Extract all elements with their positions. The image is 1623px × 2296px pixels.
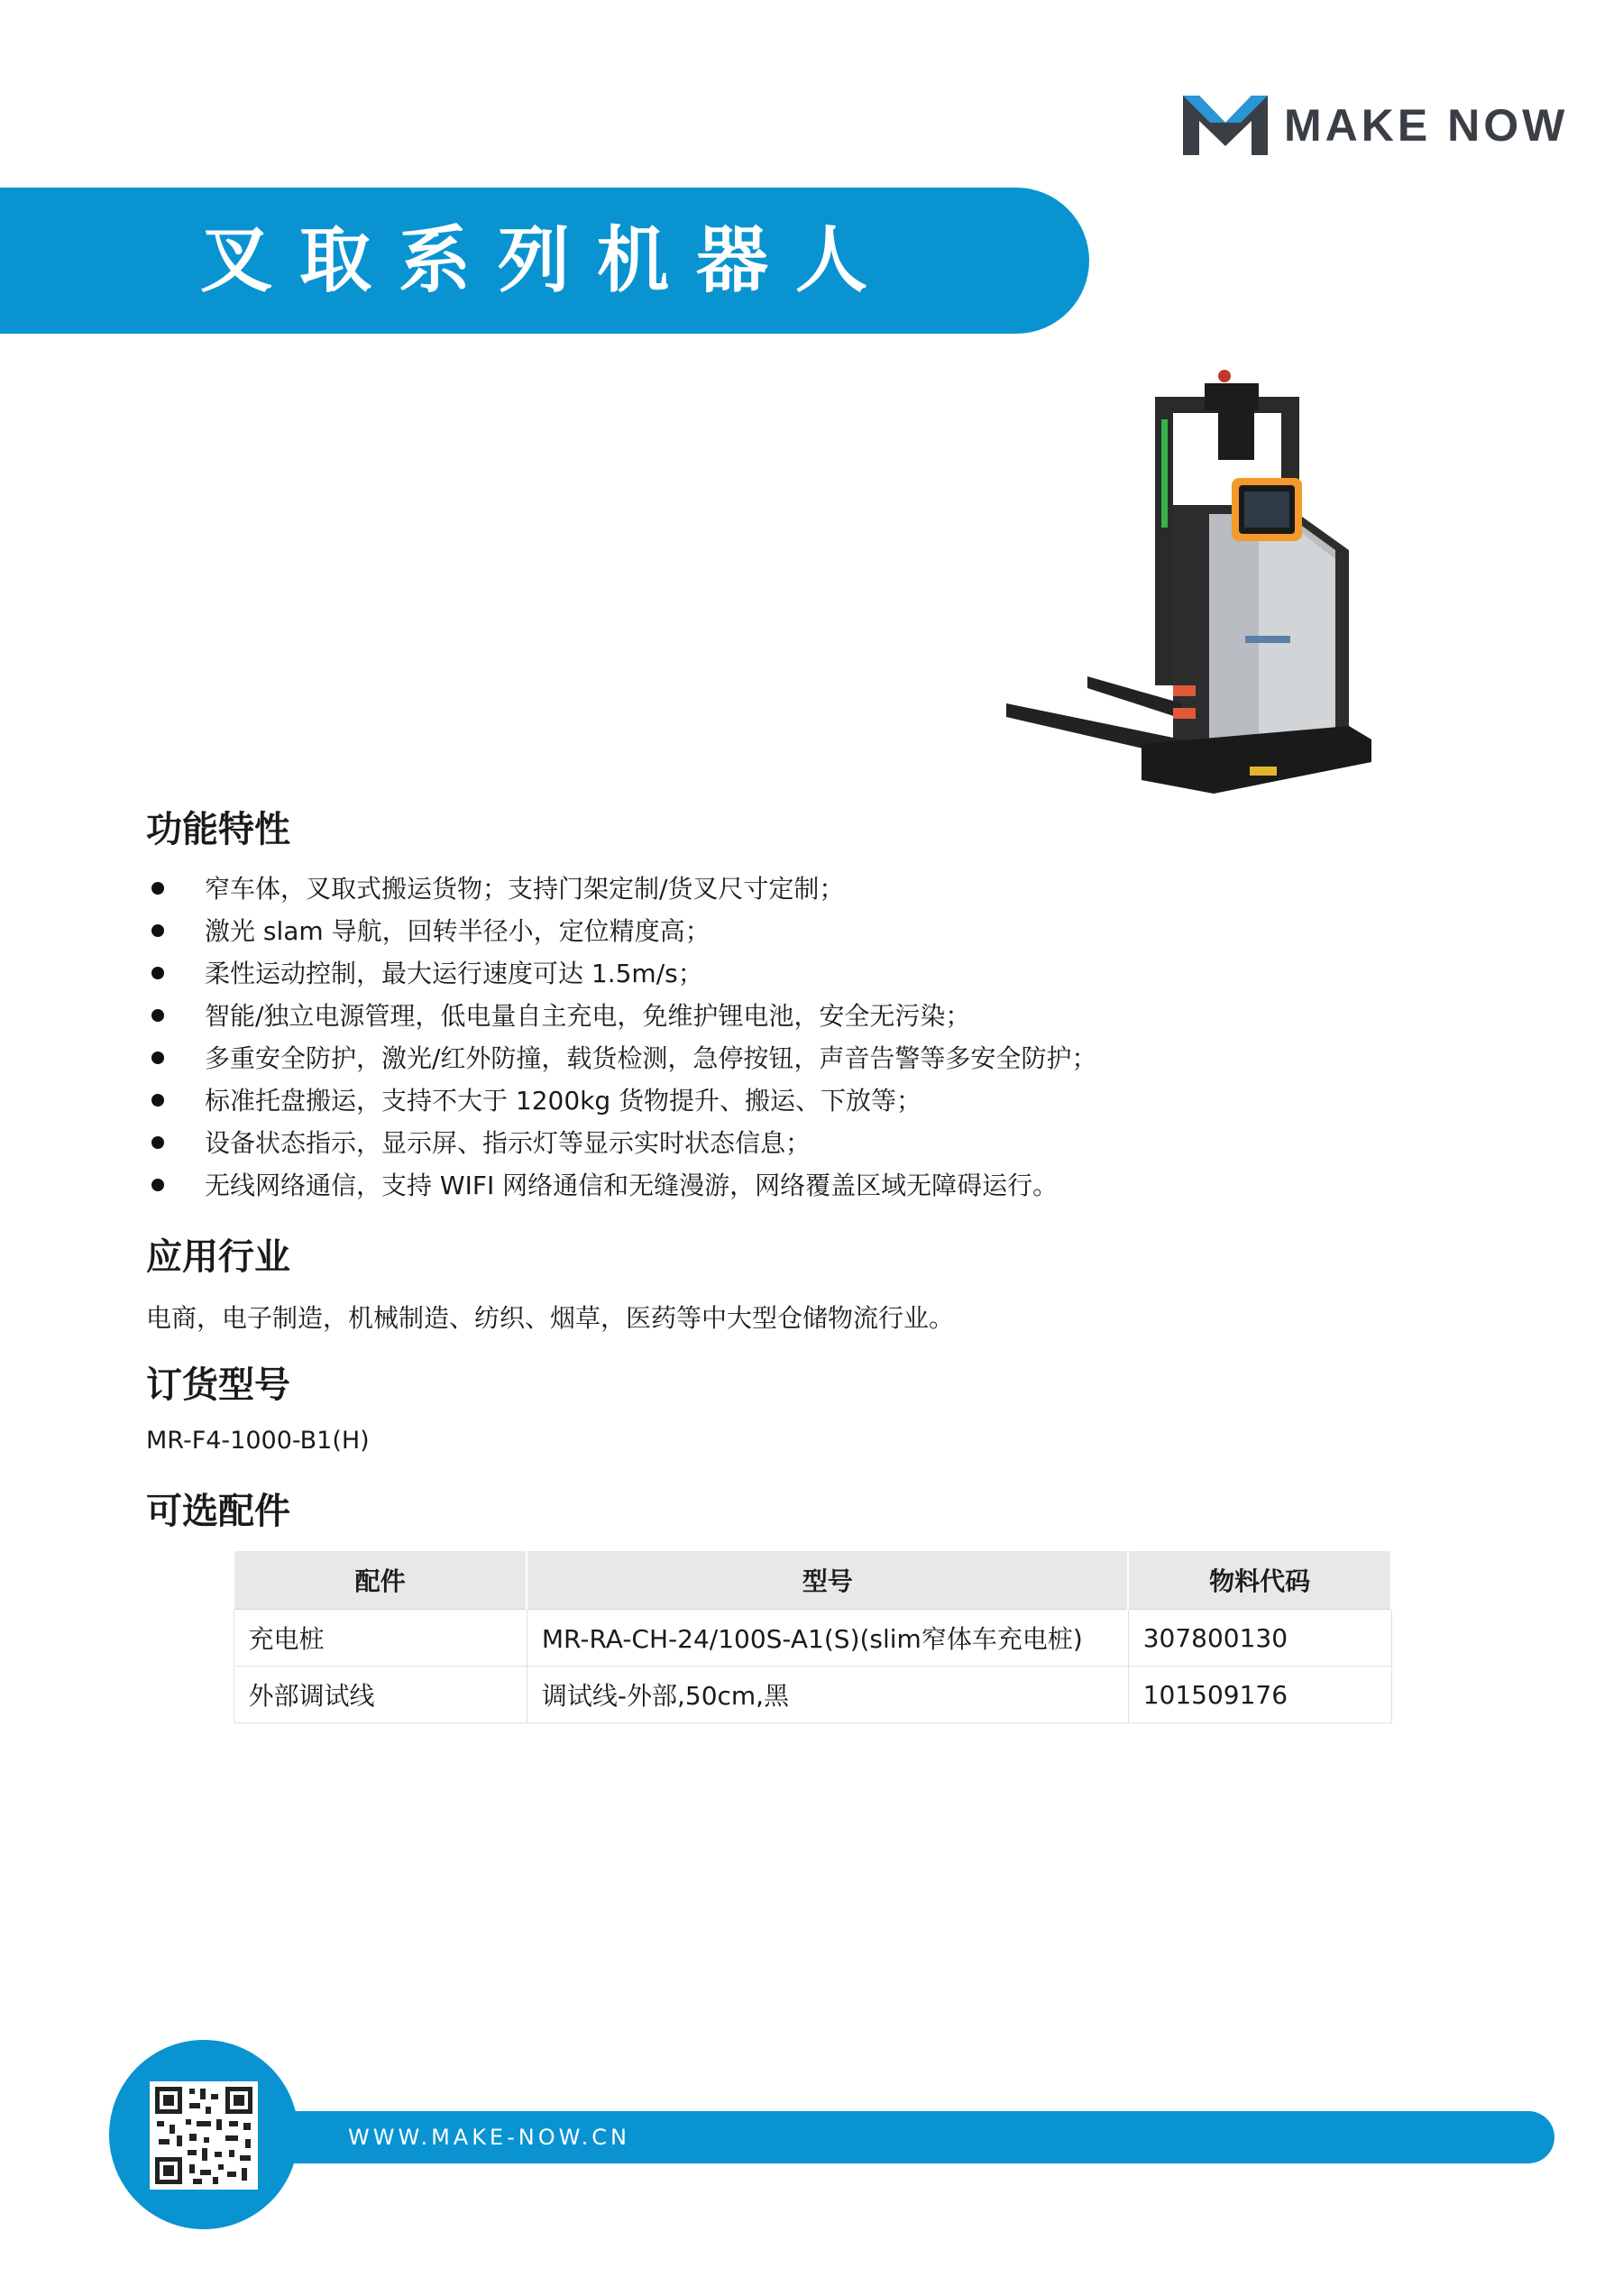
- feature-text: 设备状态指示，显示屏、指示灯等显示实时状态信息；: [205, 1128, 812, 1158]
- list-item: [146, 1164, 1318, 1207]
- table-cell: 充电桩: [234, 1610, 527, 1667]
- features-list: [146, 868, 1318, 1207]
- industry-text: 电商，电子制造，机械制造、纺织、烟草，医药等中大型仓储物流行业。: [146, 1303, 955, 1333]
- bullet-icon: [151, 1009, 164, 1022]
- table-header-row: [234, 1550, 1391, 1610]
- table-cell: 外部调试线: [234, 1667, 527, 1723]
- feature-text: 窄车体，叉取式搬运货物；支持门架定制/货叉尺寸定制；: [205, 874, 845, 904]
- bullet-icon: [151, 1052, 164, 1064]
- column-header: 配件: [234, 1550, 527, 1610]
- make-now-logo-icon: [1183, 96, 1268, 155]
- list-item: [146, 910, 1318, 952]
- list-item: [146, 868, 1318, 910]
- table-row: [234, 1610, 1391, 1667]
- brand-logo: [1183, 94, 1568, 157]
- feature-text: 无线网络通信，支持 WIFI 网络通信和无缝漫游，网络覆盖区域无障碍运行。: [205, 1171, 1059, 1200]
- industry-heading: 应用行业: [146, 1236, 290, 1278]
- table-cell: 101509176: [1128, 1667, 1391, 1723]
- bullet-icon: [151, 1179, 164, 1191]
- feature-text: 智能/独立电源管理，低电量自主充电，免维护锂电池，安全无污染；: [205, 1001, 971, 1031]
- footer-url-link[interactable]: WWW.MAKE-NOW.CN: [348, 2125, 630, 2150]
- feature-text: 激光 slam 导航，回转半径小，定位精度高；: [205, 916, 711, 946]
- features-heading: 功能特性: [146, 809, 290, 850]
- bullet-icon: [151, 1094, 164, 1107]
- bullet-icon: [151, 1136, 164, 1149]
- table-row: [234, 1667, 1391, 1723]
- table-cell: MR-RA-CH-24/100S-A1(S)(slim窄体车充电桩): [527, 1610, 1128, 1667]
- qr-code-icon: [150, 2081, 258, 2190]
- feature-text: 多重安全防护，激光/红外防撞，载货检测，急停按钮，声音告警等多安全防护；: [205, 1043, 1097, 1073]
- accessories-heading: 可选配件: [146, 1491, 290, 1532]
- accessories-table: [233, 1549, 1392, 1723]
- brand-name: MAKE NOW: [1284, 100, 1569, 151]
- order-model: MR-F4-1000-B1(H): [146, 1427, 370, 1455]
- column-header: 物料代码: [1128, 1550, 1391, 1610]
- feature-text: 标准托盘搬运，支持不大于 1200kg 货物提升、搬运、下放等；: [205, 1086, 922, 1116]
- order-heading: 订货型号: [146, 1364, 290, 1406]
- column-header: 型号: [527, 1550, 1128, 1610]
- list-item: [146, 1079, 1318, 1122]
- forklift-robot-image: [988, 356, 1547, 843]
- list-item: [146, 1122, 1318, 1164]
- list-item: [146, 952, 1318, 995]
- feature-text: 柔性运动控制，最大运行速度可达 1.5m/s；: [205, 959, 703, 988]
- table-cell: 307800130: [1128, 1610, 1391, 1667]
- title-banner: [0, 188, 1089, 334]
- list-item: [146, 995, 1318, 1037]
- bullet-icon: [151, 924, 164, 937]
- table-cell: 调试线-外部,50cm,黑: [527, 1667, 1128, 1723]
- page-title: 叉取系列机器人: [200, 218, 894, 302]
- list-item: [146, 1037, 1318, 1079]
- bullet-icon: [151, 967, 164, 979]
- bullet-icon: [151, 882, 164, 895]
